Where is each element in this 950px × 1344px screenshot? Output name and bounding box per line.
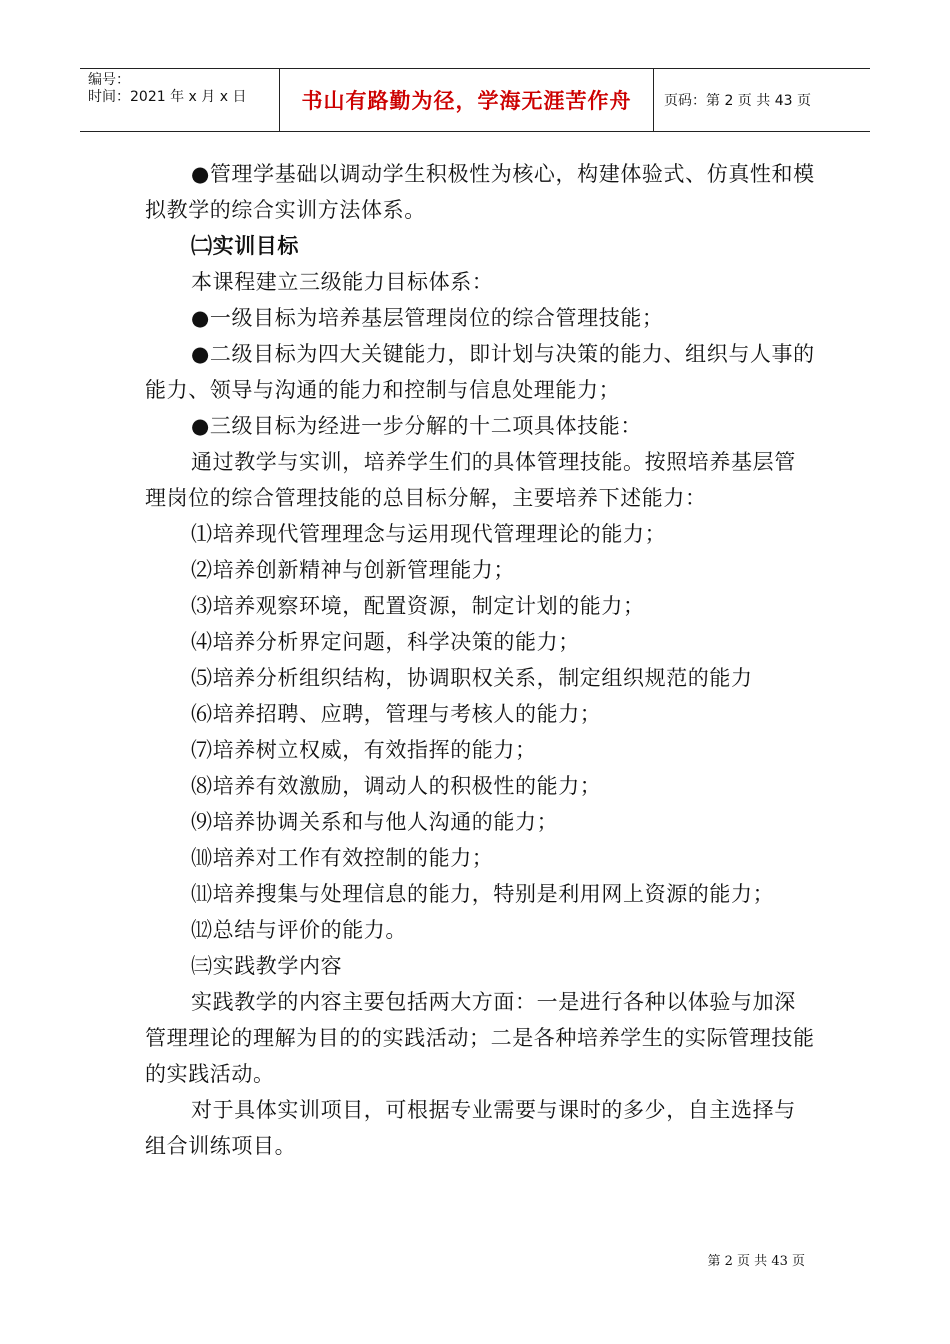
page-header	[80, 68, 870, 132]
skill-item-10: ⑽培养对工作有效控制的能力；	[191, 846, 494, 870]
document-date: 时间：2021 年 x 月 x 日	[88, 89, 247, 105]
skill-item-7: ⑺培养树立权威，有效指挥的能力；	[191, 738, 537, 762]
skill-item-3: ⑶培养观察环境，配置资源，制定计划的能力；	[191, 594, 645, 618]
skill-item-5: ⑸培养分析组织结构，协调职权关系，制定组织规范的能力	[191, 666, 753, 690]
paragraph-project-selection: 对于具体实训项目，可根据专业需要与课时的多少，自主选择与组合训练项目。	[145, 1098, 796, 1158]
paragraph-level-three-goal: ●三级目标为经进一步分解的十二项具体技能：	[191, 414, 642, 438]
skill-item-4: ⑷培养分析界定问题，科学决策的能力；	[191, 630, 580, 654]
document-number-label: 编号：	[88, 72, 130, 88]
skill-item-8: ⑻培养有效激励，调动人的积极性的能力；	[191, 774, 602, 798]
paragraph-goal-system-intro: 本课程建立三级能力目标体系：	[191, 270, 494, 294]
skill-item-1: ⑴培养现代管理理念与运用现代管理理论的能力；	[191, 522, 667, 546]
section-heading-training-goals: ㈡实训目标	[191, 234, 299, 258]
page-footer-number: 第 2 页 共 43 页	[707, 1254, 805, 1269]
paragraph-level-one-goal: ●一级目标为培养基层管理岗位的综合管理技能；	[191, 306, 664, 330]
paragraph-practice-content: 实践教学的内容主要包括两大方面：一是进行各种以体验与加深管理理论的理解为目的的实践活动；二是各种培养学生的实际管理技能的实践活动。	[145, 990, 815, 1086]
skill-item-11: ⑾培养搜集与处理信息的能力，特别是利用网上资源的能力；	[191, 882, 775, 906]
skill-item-2: ⑵培养创新精神与创新管理能力；	[191, 558, 515, 582]
skill-item-12: ⑿总结与评价的能力。	[191, 918, 407, 942]
header-page-info: 页码：第 2 页 共 43 页	[664, 93, 811, 109]
document-body	[145, 155, 817, 1164]
paragraph-method-system: ●管理学基础以调动学生积极性为核心，构建体验式、仿真性和模拟教学的综合实训方法体系。	[145, 162, 815, 222]
paragraph-level-two-goal: ●二级目标为四大关键能力，即计划与决策的能力、组织与人事的能力、领导与沟通的能力和控制与信息处理能力；	[145, 342, 815, 402]
skill-item-6: ⑹培养招聘、应聘，管理与考核人的能力；	[191, 702, 602, 726]
header-motto: 书山有路勤为径，学海无涯苦作舟	[280, 69, 654, 131]
skill-item-9: ⑼培养协调关系和与他人沟通的能力；	[191, 810, 559, 834]
section-heading-practice-content: ㈢实践教学内容	[191, 954, 343, 978]
header-meta	[80, 69, 280, 131]
paragraph-skills-intro: 通过教学与实训，培养学生们的具体管理技能。按照培养基层管理岗位的综合管理技能的总目标分解，主要培养下述能力：	[145, 450, 796, 510]
